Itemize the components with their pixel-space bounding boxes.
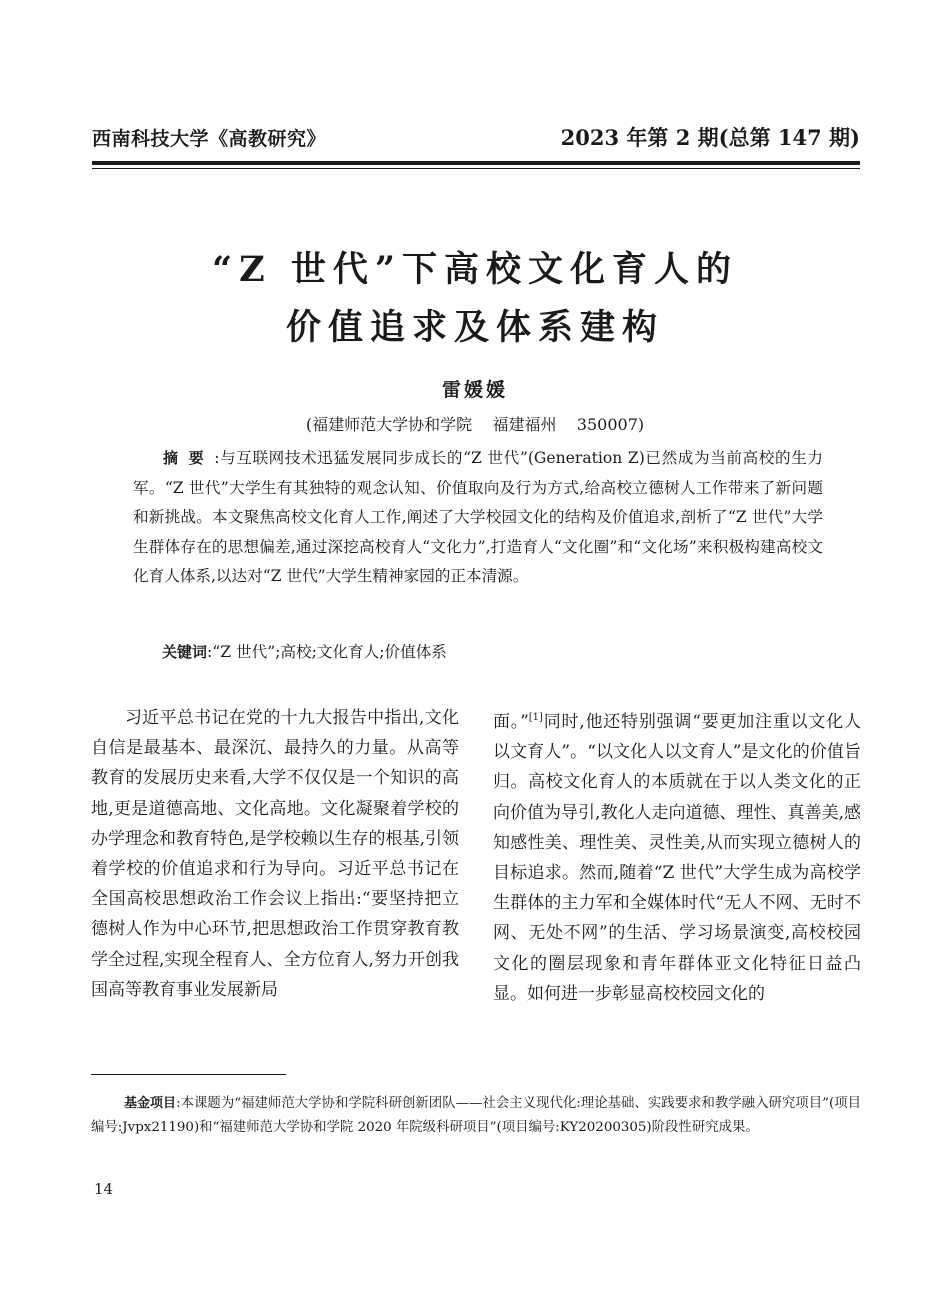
right-column-text: 同时,他还特别强调“要更加注重以文化人以文育人”。“以文化人以文育人”是文化的价值旨归。高校文化育人的本质就在于以人类文化的正向价值为导引,教化人走向道德、理性、真善美,感知感性美、理性美、灵性美,从而实现立德树人的目标追求。然而,随着“Z 世代”大学生成为高校学生群体的主力军和全媒体时代“无人不网、无时不网、无处不网”的生活、学习场景演变,高校校园文化的圈层现象和青年群体亚文化特征日益凸显。如何进一步彰显高校校园文化的 — [493, 712, 861, 1004]
footnote-rule — [91, 1074, 286, 1075]
funding-footnote — [91, 1092, 861, 1140]
article-title-line-1: “Z 世代”下高校文化育人的 — [212, 249, 738, 290]
right-column-start: 面。” — [493, 712, 529, 732]
issue-info: 2023 年第 2 期(总第 147 期) — [560, 125, 860, 150]
article-title-line-2: 价值追求及体系建构 — [285, 307, 664, 348]
abstract — [133, 444, 823, 592]
body-right-column — [493, 703, 861, 1009]
footnote-label: 基金项目 — [124, 1096, 177, 1111]
abstract-text: :与互联网技术迅猛发展同步成长的“Z 世代”(Generation Z)已然成为当前高校的生力军。“Z 世代”大学生有其独特的观念认知、价值取向及行为方式,给高校立德树人工作带来了新问题和新挑战。本文聚焦高校文化育人工作,阐述了大学校园文化的结构及价值追求,剖析了“Z 世代”大学生群体存在的思想偏差,通过深挖高校育人“文化力”,打造育人“文化圈”和“文化场”来积极构建高校文化育人体系,以达对“Z 世代”大学生精神家园的正本清源。 — [133, 449, 823, 586]
footnote-text: :本课题为“福建师范大学协和学院科研创新团队——社会主义现代化:理论基础、实践要求和教学融入研究项目”(项目编号:Jvpx21190)和“福建师范大学协和学院 2020 年院级科研项目”(项目编号:KY20200305)阶段性研究成果。 — [91, 1096, 861, 1135]
header-rule-thin — [92, 168, 860, 169]
header-rule-thick — [92, 161, 860, 165]
running-header — [92, 118, 860, 154]
journal-name: 西南科技大学《高教研究》 — [92, 128, 327, 150]
author-name: 雷媛媛 — [441, 379, 508, 401]
page-number: 14 — [94, 1180, 114, 1198]
keywords-text: :“Z 世代”;高校;文化育人;价值体系 — [207, 643, 447, 661]
author-affiliation: (福建师范大学协和学院 福建福州 350007) — [305, 415, 645, 434]
body-left-column: 习近平总书记在党的十九大报告中指出,文化自信是最基本、最深沉、最持久的力量。从高等教育的发展历史来看,大学不仅仅是一个知识的高地,更是道德高地、文化高地。文化凝聚着学校的办学理念和教育特色,是学校赖以生存的根基,引领着学校的价值追求和行为导向。习近平总书记在全国高校思想政治工作会议上指出:“要坚持把立德树人作为中心环节,把思想政治工作贯穿教育教学全过程,实现全程育人、全方位育人,努力开创我国高等教育事业发展新局 — [91, 708, 459, 1000]
keywords-label: 关键词 — [162, 643, 208, 661]
keywords — [162, 640, 447, 662]
citation-ref: [1] — [528, 712, 543, 723]
abstract-label: 摘要 — [163, 449, 215, 467]
